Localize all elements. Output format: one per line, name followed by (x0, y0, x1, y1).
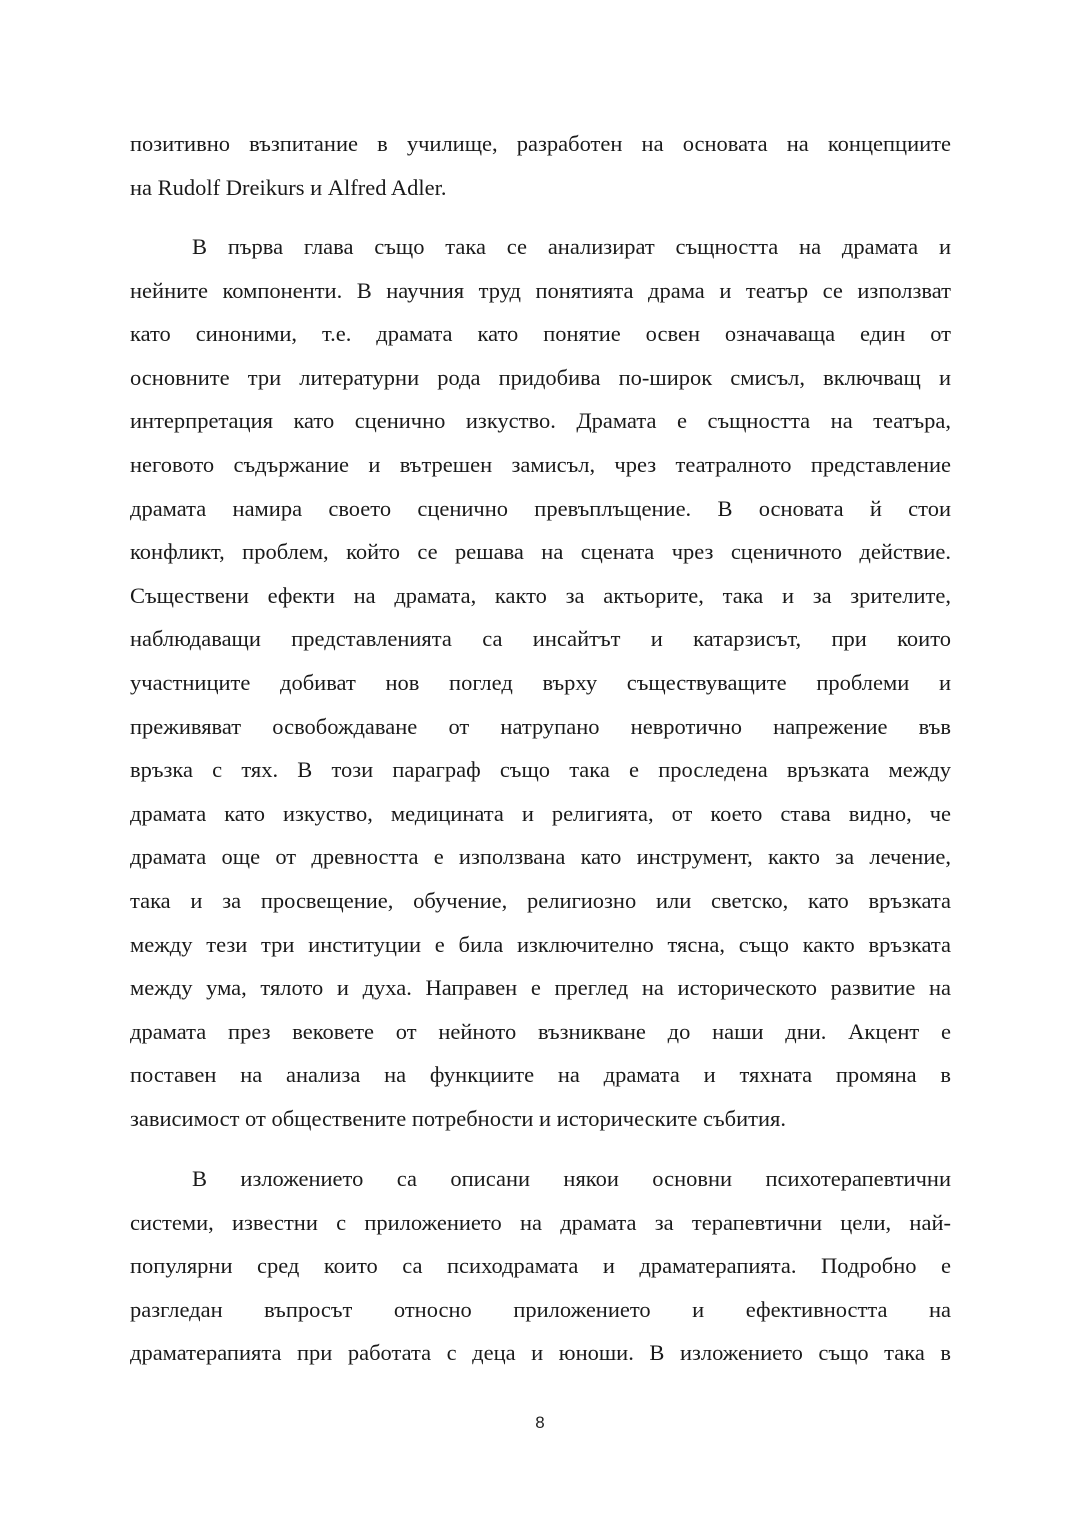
text-line: В изложението са описани някои основни психотерапевтични (192, 1166, 951, 1191)
text-line: драмата през вековете от нейното възникване до наши дни. Акцент е (130, 1018, 951, 1044)
text-line: позитивно възпитание в училище, разработен на основата на концепциите (130, 131, 951, 156)
text-line: Съществени ефекти на драмата, както за актьорите, така и за зрителите, (130, 582, 951, 608)
text-line: драмата още от древността е използвана като инструмент, както за лечение, (130, 844, 951, 870)
paragraph-1 (130, 122, 951, 209)
text-line: на Rudolf Dreikurs и Alfred Adler. (130, 174, 447, 200)
text-line: конфликт, проблем, който се решава на сцената чрез сценичното действие. (130, 539, 951, 565)
text-line: така и за просвещение, обучение, религиозно или светско, като връзката (130, 887, 951, 913)
text-line: интерпретация като сценично изкуство. Драмата е същността на театъра, (130, 408, 951, 434)
text-line: драмата като изкуство, медицината и религията, от което става видно, че (130, 800, 951, 826)
text-line: наблюдаващи представленията са инсайтът и катарзисът, при които (130, 626, 951, 652)
text-line: между тези три институции е била изключително тясна, също както връзката (130, 931, 951, 957)
text-line: участниците добиват нов поглед върху съществуващите проблеми и (130, 669, 951, 695)
text-line: връзка с тях. В този параграф също така е проследена връзката между (130, 757, 951, 783)
text-line: основните три литературни рода придобива по-широк смисъл, включващ и (130, 364, 951, 390)
text-line: драматерапията при работата с деца и юноши. В изложението също така в (130, 1340, 951, 1366)
text-line: системи, известни с приложението на драмата за терапевтични цели, най- (130, 1209, 951, 1235)
text-line: между ума, тялото и духа. Направен е преглед на историческото развитие на (130, 975, 951, 1001)
text-line: преживяват освобождаване от натрупано невротично напрежение във (130, 713, 951, 739)
text-line: В първа глава също така се анализират същността на драмата и (192, 234, 951, 259)
text-line: разгледан въпросът относно приложението и ефективността на (130, 1296, 951, 1322)
text-line: нейните компоненти. В научния труд понятията драма и театър се използват (130, 277, 951, 303)
text-line: зависимост от обществените потребности и историческите събития. (130, 1105, 786, 1131)
text-line: поставен на анализа на функциите на драмата и тяхната промяна в (130, 1062, 951, 1088)
text-line: неговото съдържание и вътрешен замисъл, чрез театралното представление (130, 451, 951, 477)
paragraph-3 (130, 1157, 951, 1375)
text-line: като синоними, т.е. драмата като понятие освен означаваща един от (130, 321, 951, 347)
text-line: драмата намира своето сценично превъплъщение. В основата й стои (130, 495, 951, 521)
paragraph-2 (130, 225, 951, 1140)
page-number: 8 (535, 1413, 545, 1432)
text-line: популярни сред които са психодрамата и драматерапията. Подробно е (130, 1253, 951, 1279)
